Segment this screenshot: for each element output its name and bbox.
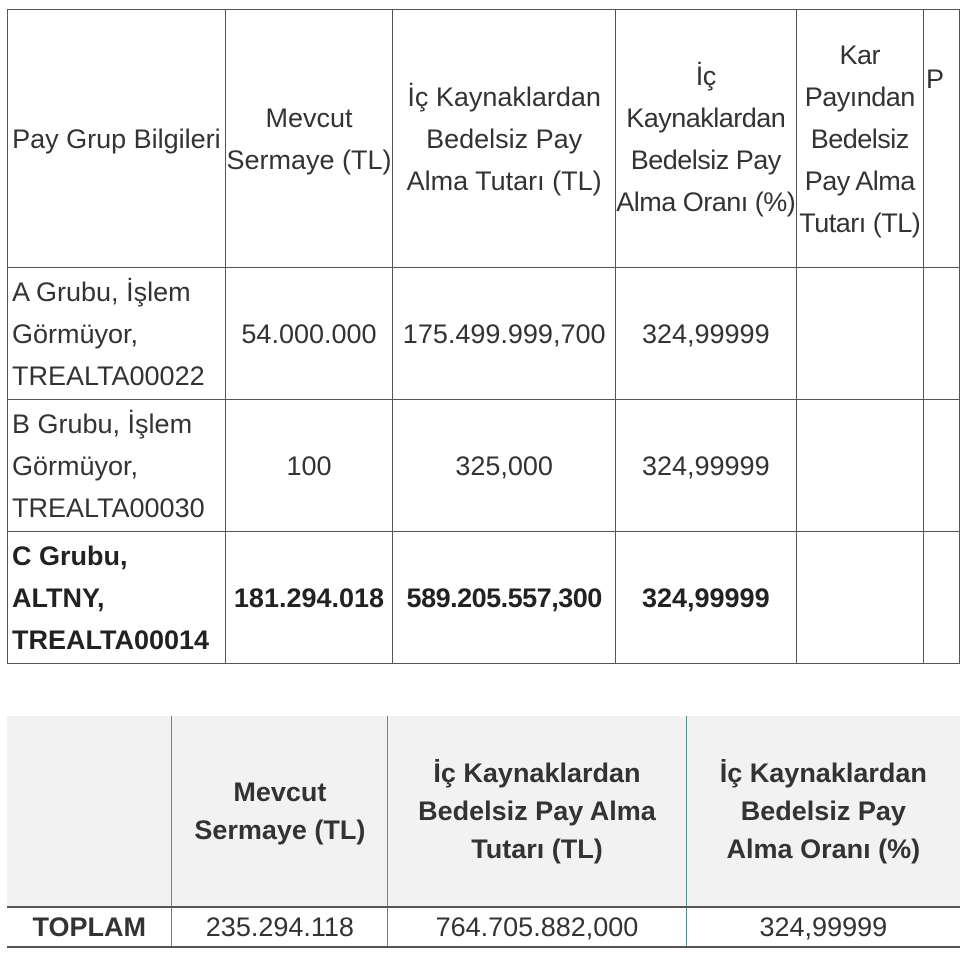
group-cell: B Grubu, İşlem Görmüyor, TREALTA00030 — [8, 400, 226, 532]
total-capital: 235.294.118 — [172, 907, 388, 947]
profit-cell — [796, 400, 924, 532]
rate-cell: 324,99999 — [616, 400, 796, 532]
table-row — [8, 268, 960, 400]
profit-cell — [796, 532, 924, 664]
total-header-rate: İç Kaynaklardan Bedelsiz Pay Alma Oranı (%) — [686, 716, 960, 907]
extra-cell — [924, 532, 960, 664]
pay-group-table — [7, 9, 960, 664]
capital-cell: 54.000.000 — [225, 268, 393, 400]
total-header-capital: Mevcut Sermaye (TL) — [172, 716, 388, 907]
header-truncated: P — [924, 10, 960, 268]
profit-cell — [796, 268, 924, 400]
amount-cell: 175.499.999,700 — [393, 268, 616, 400]
rate-cell: 324,99999 — [616, 532, 796, 664]
total-rate: 324,99999 — [686, 907, 960, 947]
total-header-amount: İç Kaynaklardan Bedelsiz Pay Alma Tutarı (TL) — [388, 716, 686, 907]
header-internal-rate: İç Kaynaklardan Bedelsiz Pay Alma Oranı (%) — [616, 10, 796, 268]
rate-cell: 324,99999 — [616, 268, 796, 400]
total-header-row — [7, 716, 960, 907]
group-cell: C Grubu, ALTNY, TREALTA00014 — [8, 532, 226, 664]
header-pay-group: Pay Grup Bilgileri — [8, 10, 226, 268]
amount-cell: 325,000 — [393, 400, 616, 532]
header-current-capital: Mevcut Sermaye (TL) — [225, 10, 393, 268]
header-profit-amount: Kar Payından Bedelsiz Pay Alma Tutarı (TL) — [796, 10, 924, 268]
total-table — [7, 716, 960, 948]
extra-cell — [924, 400, 960, 532]
table-row — [8, 532, 960, 664]
group-cell: A Grubu, İşlem Görmüyor, TREALTA00022 — [8, 268, 226, 400]
total-row — [7, 907, 960, 947]
extra-cell — [924, 268, 960, 400]
header-row — [8, 10, 960, 268]
header-internal-amount: İç Kaynaklardan Bedelsiz Pay Alma Tutarı (TL) — [393, 10, 616, 268]
total-amount: 764.705.882,000 — [388, 907, 686, 947]
total-header-blank — [7, 716, 172, 907]
total-label: TOPLAM — [7, 907, 172, 947]
table-row — [8, 400, 960, 532]
capital-cell: 181.294.018 — [225, 532, 393, 664]
amount-cell: 589.205.557,300 — [393, 532, 616, 664]
capital-cell: 100 — [225, 400, 393, 532]
